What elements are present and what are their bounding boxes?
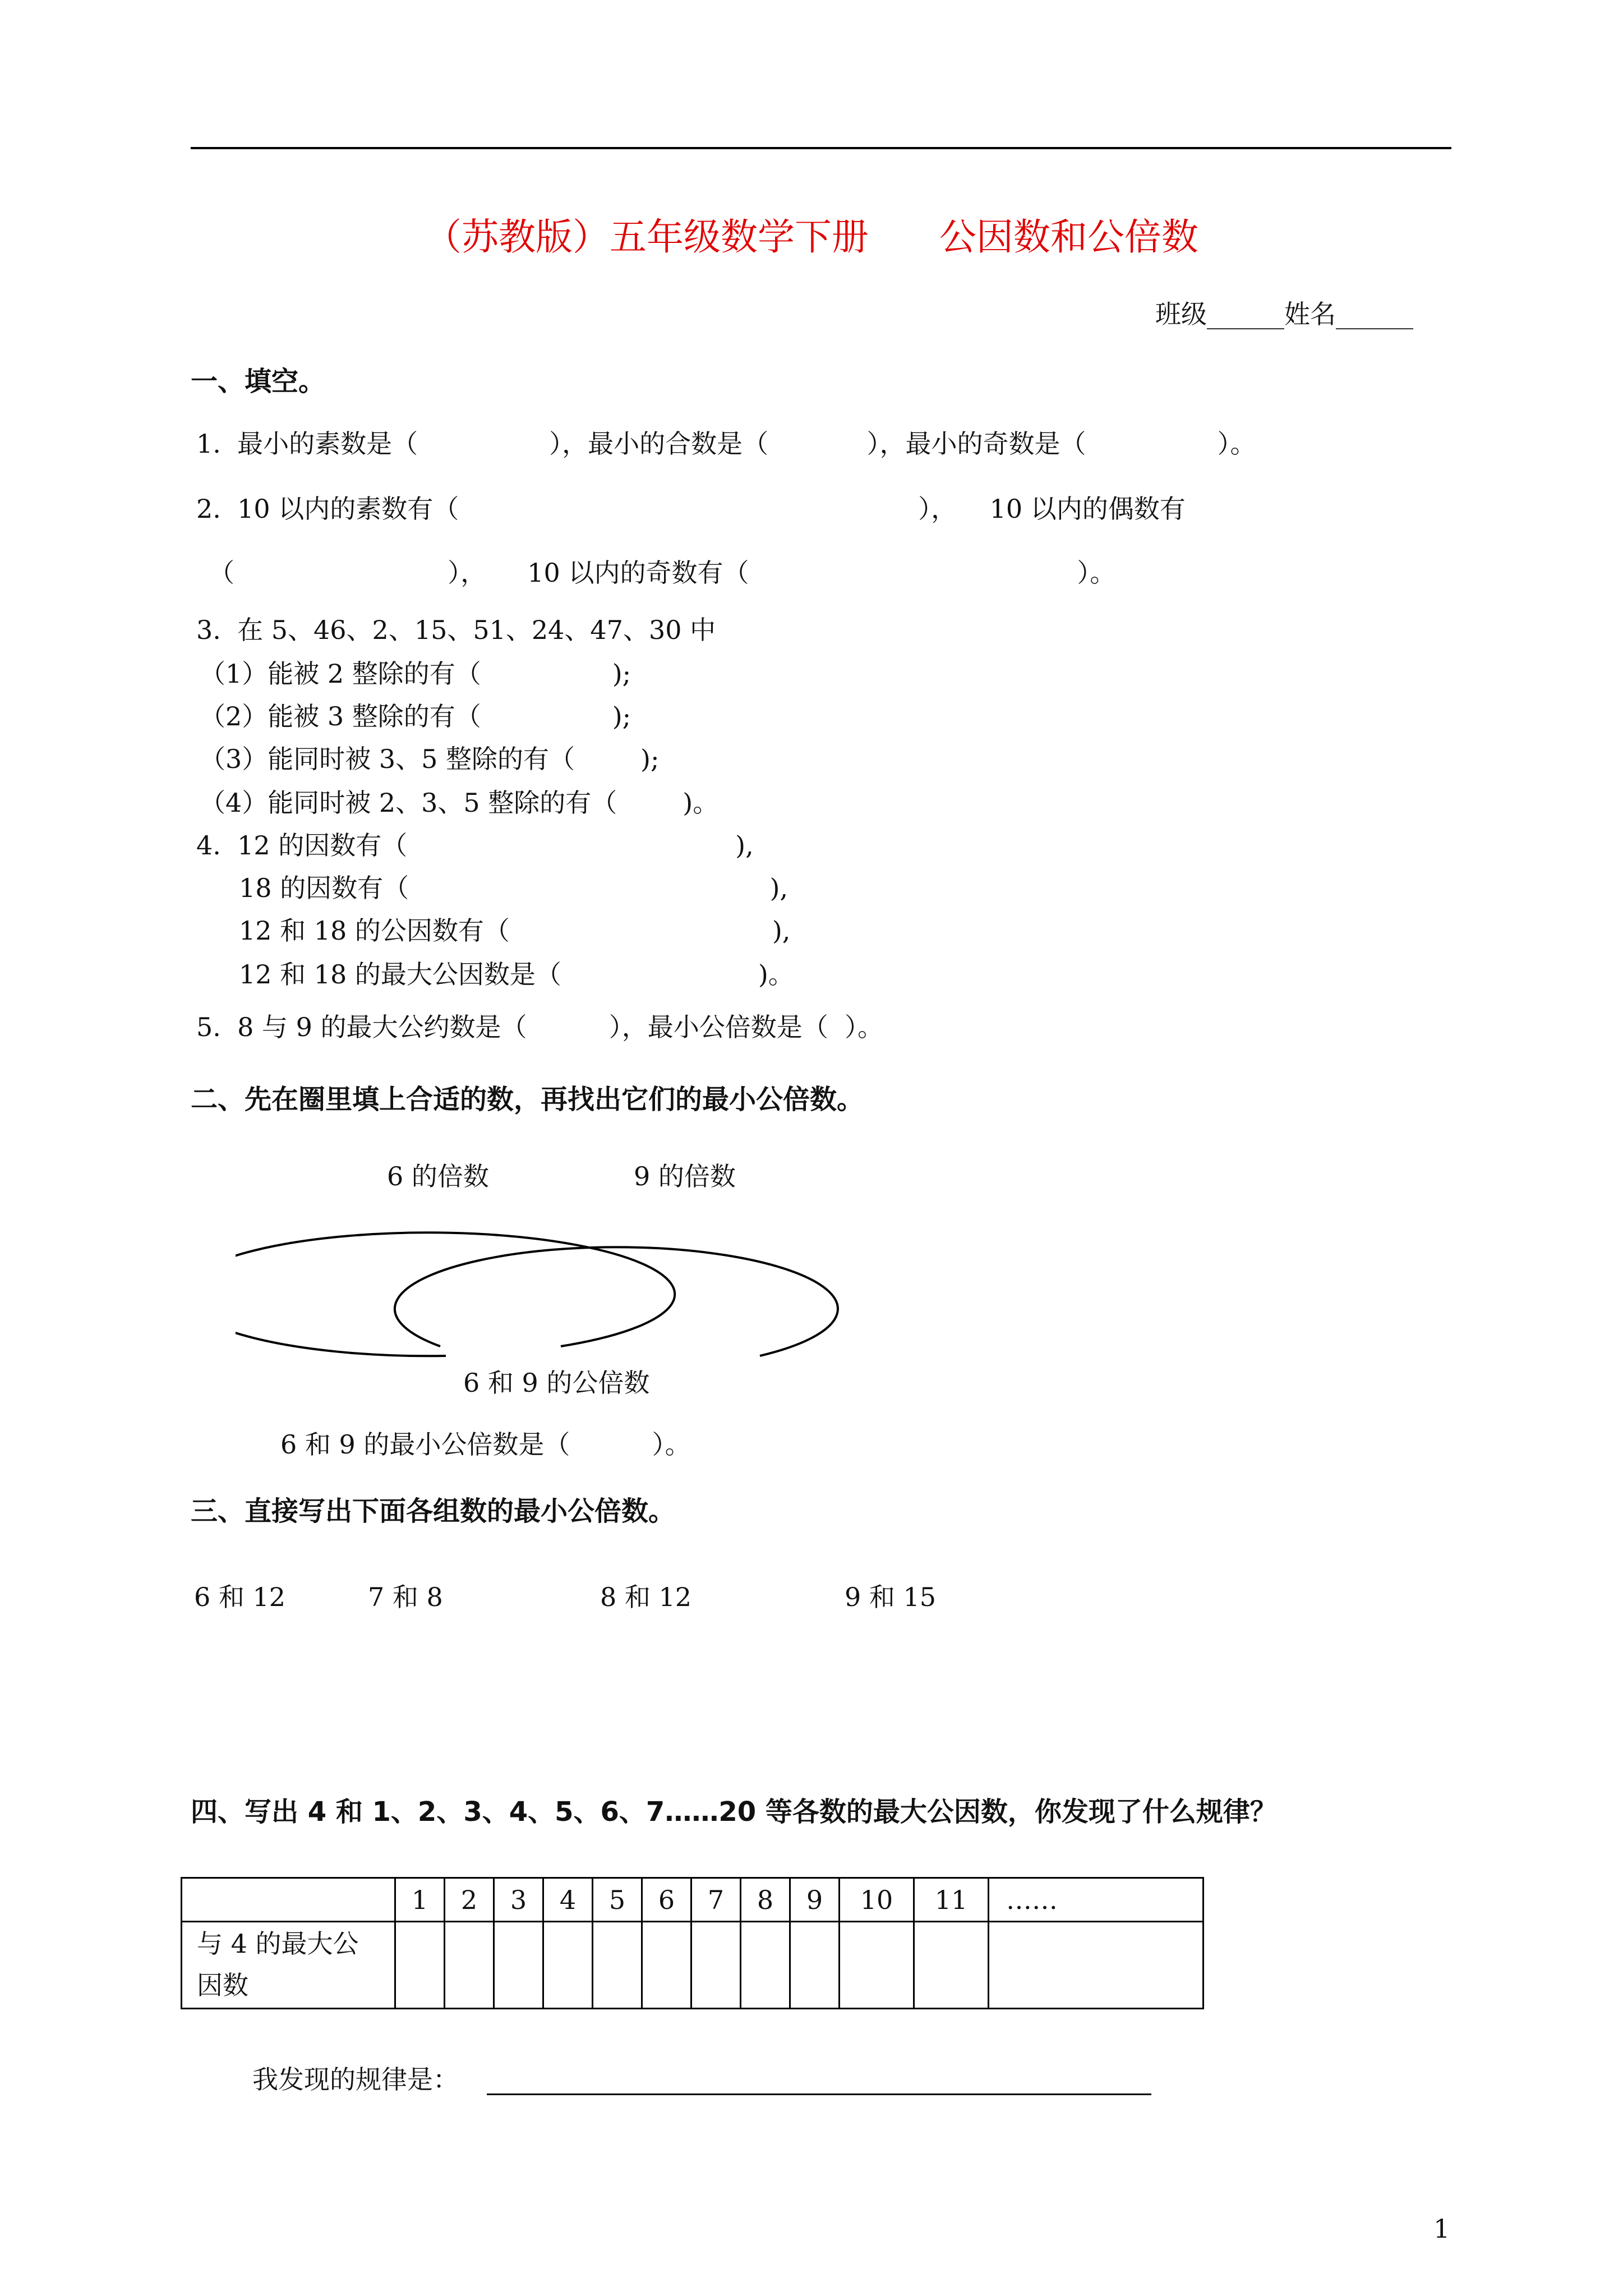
- page-title: （苏教版）五年级数学下册 公因数和公倍数: [425, 215, 1198, 259]
- venn-label-common-multiples: 6 和 9 的公倍数: [463, 1368, 650, 1398]
- question-4b: 18 的因数有（ ),: [239, 873, 789, 903]
- table-cell: [989, 1922, 1204, 2009]
- table-cell: [543, 1922, 593, 2009]
- table-cell: [445, 1922, 494, 2009]
- venn-ellipse-9: [395, 1247, 838, 1356]
- section-3-heading: 三、直接写出下面各组数的最小公倍数。: [191, 1496, 676, 1527]
- section-2-heading: 二、先在圈里填上合适的数，再找出它们的最小公倍数。: [191, 1084, 864, 1115]
- question-2-line-1: 2. 10 以内的素数有（ ）， 10 以内的偶数有: [196, 494, 1186, 524]
- page-number: 1: [1433, 2214, 1450, 2244]
- question-3-intro: 3. 在 5、46、2、15、51、24、47、30 中: [196, 615, 716, 645]
- pair-9-15: 9 和 15: [845, 1582, 937, 1612]
- table-cell: 3: [494, 1878, 543, 1922]
- table-cell: 2: [445, 1878, 494, 1922]
- table-cell: [790, 1922, 840, 2009]
- question-3d: （4）能同时被 2、3、5 整除的有（ )。: [200, 788, 719, 818]
- table-cell: [395, 1922, 445, 2009]
- table-cell: 1: [395, 1878, 445, 1922]
- question-1: 1. 最小的素数是（ ），最小的合数是（ ），最小的奇数是（ ）。: [196, 429, 1256, 459]
- table-cell: 11: [914, 1878, 989, 1922]
- question-4a: 4. 12 的因数有（ ),: [196, 830, 754, 861]
- table-cell: [642, 1922, 691, 2009]
- header-rule: [191, 147, 1451, 149]
- question-4c: 12 和 18 的公因数有（ ),: [239, 915, 791, 946]
- table-cell: 10: [840, 1878, 914, 1922]
- section-4-heading: 四、写出 4 和 1、2、3、4、5、6、7……20 等各数的最大公因数，你发现了什么规律？: [191, 1796, 1277, 1828]
- table-cell: 8: [741, 1878, 790, 1922]
- table-cell: 5: [593, 1878, 642, 1922]
- rule-prompt: 我发现的规律是：: [252, 2064, 459, 2095]
- class-name-field: 班级______姓名______: [1155, 299, 1413, 329]
- table-cell: [741, 1922, 790, 2009]
- pair-7-8: 7 和 8: [368, 1582, 443, 1612]
- table-row: [182, 1922, 1204, 2009]
- pair-8-12: 8 和 12: [600, 1582, 692, 1612]
- table-cell: [182, 1878, 395, 1922]
- table-cell: 7: [691, 1878, 741, 1922]
- pair-6-12: 6 和 12: [194, 1582, 286, 1612]
- table-cell: [914, 1922, 989, 2009]
- question-5: 5. 8 与 9 的最大公约数是（ ），最小公倍数是（ ）。: [196, 1012, 883, 1042]
- question-4d: 12 和 18 的最大公因数是（ )。: [239, 959, 794, 990]
- venn-label-multiples-of-6: 6 的倍数: [387, 1161, 489, 1191]
- table-cell: 4: [543, 1878, 593, 1922]
- question-3c: （3）能同时被 3、5 整除的有（ );: [200, 744, 660, 774]
- venn-diagram: [236, 1212, 909, 1369]
- table-header-row: [182, 1878, 1204, 1922]
- table-row-label: 与 4 的最大公 因数: [182, 1922, 395, 2009]
- table-cell: [840, 1922, 914, 2009]
- question-3b: （2）能被 3 整除的有（ );: [200, 701, 631, 731]
- table-cell: [593, 1922, 642, 2009]
- table-cell: ……: [989, 1878, 1204, 1922]
- table-cell: [494, 1922, 543, 2009]
- gcd-table: [181, 1877, 1204, 2009]
- table-cell: 9: [790, 1878, 840, 1922]
- table-cell: [691, 1922, 741, 2009]
- table-cell: 6: [642, 1878, 691, 1922]
- venn-ellipse-6: [236, 1232, 675, 1356]
- rule-answer-line: [487, 2093, 1151, 2095]
- section-1-heading: 一、填空。: [191, 366, 326, 397]
- venn-label-multiples-of-9: 9 的倍数: [634, 1161, 736, 1191]
- lcm-6-and-9-prompt: 6 和 9 的最小公倍数是（ ）。: [280, 1429, 691, 1460]
- question-3a: （1）能被 2 整除的有（ );: [200, 659, 631, 689]
- question-2-line-2: （ ）， 10 以内的奇数有（ ）。: [209, 558, 1116, 588]
